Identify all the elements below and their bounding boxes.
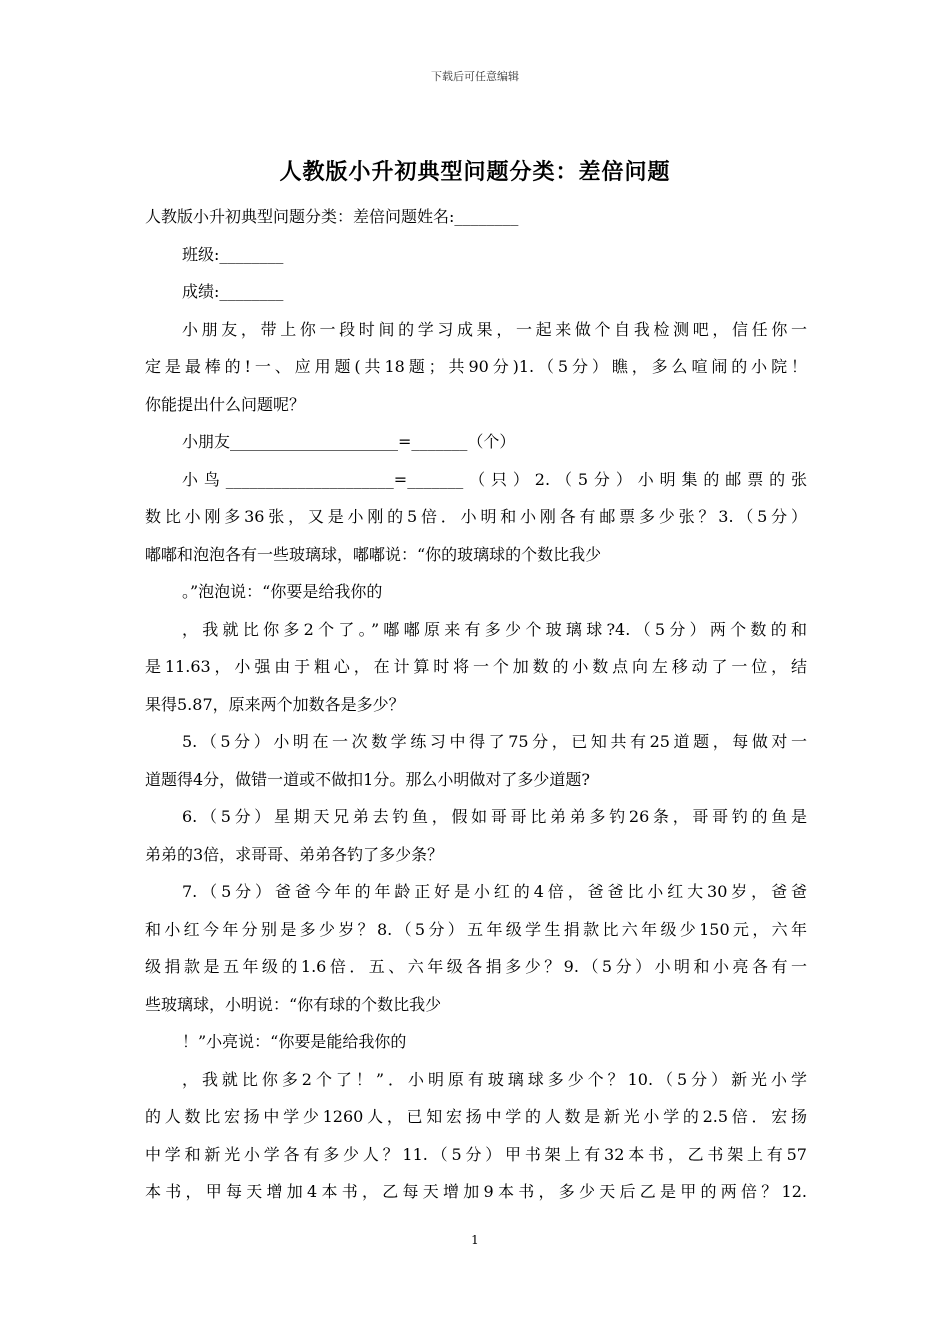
- text-line: 果得5.87，原来两个加数各是多少？: [145, 694, 405, 714]
- text-line: 小鸟_____________________=_______（只）2.（5分）小明集的邮票的张: [182, 469, 807, 489]
- text-line: 小朋友_____________________=_______（个）: [182, 432, 516, 451]
- text-line: 弟弟的3倍，求哥哥、弟弟各钓了多少条？: [145, 844, 444, 864]
- text-line: 嘟嘟和泡泡各有一些玻璃球，嘟嘟说：“你的玻璃球的个数比我少: [145, 544, 602, 564]
- text-line: 道题得4分，做错一道或不做扣1分。那么小明做对了多少道题?: [145, 769, 590, 789]
- header-note: 下载后可任意编辑: [431, 70, 519, 83]
- text-line: ，我就比你多2个了！”．小明原有玻璃球多少个？10.（5分）新光小学: [182, 1069, 807, 1089]
- text-line: 你能提出什么问题呢？: [145, 394, 306, 414]
- text-line: 是11.63，小强由于粗心，在计算时将一个加数的小数点向左移动了一位，结: [145, 657, 807, 676]
- text-line: 些玻璃球，小明说：“你有球的个数比我少: [145, 994, 442, 1014]
- text-line: 的人数比宏扬中学少1260人，已知宏扬中学的人数是新光小学的2.5倍．宏扬: [145, 1107, 807, 1126]
- text-line: 小朋友，带上你一段时间的学习成果，一起来做个自我检测吧，信任你一: [182, 319, 807, 339]
- text-line: 中学和新光小学各有多少人？11.（5分）甲书架上有32本书，乙书架上有57: [145, 1144, 807, 1164]
- text-line: ！”小亮说：“你要是能给我你的: [182, 1032, 407, 1051]
- text-line: 6.（5分）星期天兄弟去钓鱼，假如哥哥比弟弟多钓26条，哥哥钓的鱼是: [182, 807, 807, 826]
- document-body: [145, 198, 807, 1211]
- text-line: 数比小刚多36张，又是小刚的5倍．小明和小刚各有邮票多少张？3.（5分）: [145, 507, 807, 526]
- text-line: 7.（5分）爸爸今年的年龄正好是小红的4倍，爸爸比小红大30岁，爸爸: [182, 882, 807, 901]
- text-line: 成绩:________: [182, 282, 284, 301]
- document-title: 人教版小升初典型问题分类：差倍问题: [279, 159, 671, 185]
- text-line: 级捐款是五年级的1.6倍．五、六年级各捐多少？9.（5分）小明和小亮各有一: [145, 957, 807, 976]
- text-line: 。”泡泡说：“你要是给我你的: [182, 582, 383, 601]
- text-line: ，我就比你多2个了。”嘟嘟原来有多少个玻璃球?4.（5分）两个数的和: [182, 619, 807, 639]
- text-line: 班级:________: [182, 244, 284, 264]
- text-line: 5.（5分）小明在一次数学练习中得了75分，已知共有25道题，每做对一: [182, 732, 807, 751]
- text-line: 本书，甲每天增加4本书，乙每天增加9本书，多少天后乙是甲的两倍？12.: [145, 1182, 807, 1201]
- page-number: 1: [471, 1233, 479, 1247]
- text-line: 定是最棒的!一、应用题(共18题；共90分)1.（5分）瞧，多么喧闹的小院！: [145, 357, 807, 376]
- text-line: 和小红今年分别是多少岁？8.（5分）五年级学生捐款比六年级少150元，六年: [145, 919, 807, 939]
- text-line: 人教版小升初典型问题分类：差倍问题姓名:________: [145, 207, 519, 226]
